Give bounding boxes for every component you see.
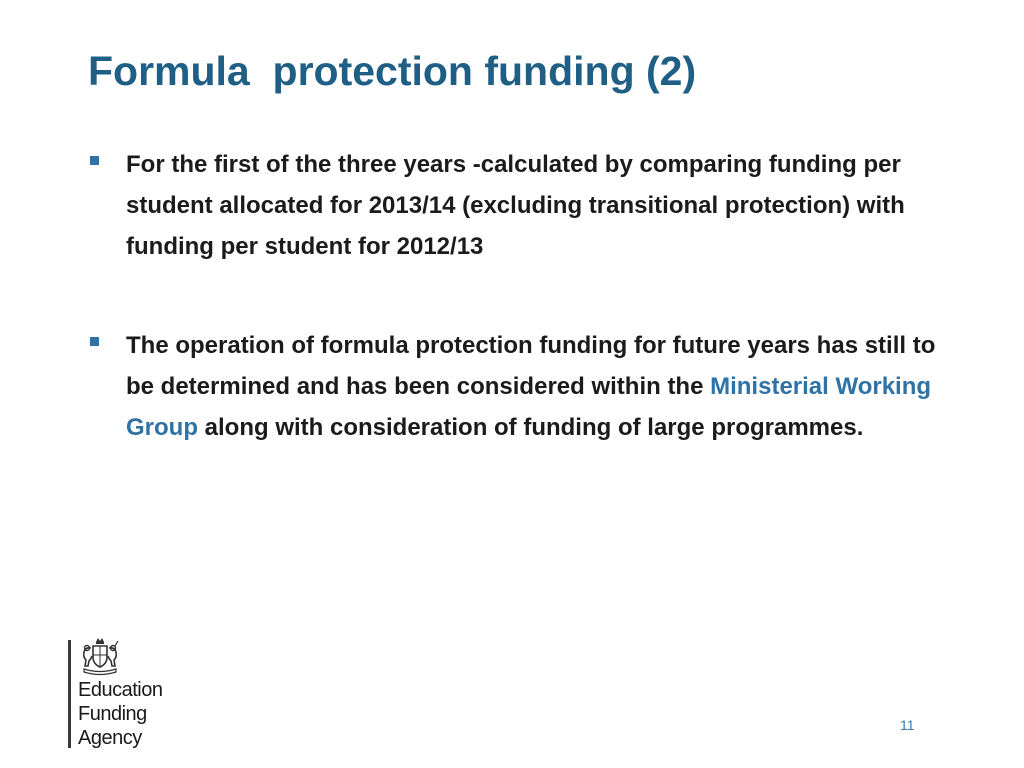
bullet-text: For the first of the three years -calculated by comparing funding per student allocated for 2013/14 (excluding transitional protection) with funding per student for 2012/13 [126, 151, 905, 260]
royal-coat-of-arms-icon [78, 636, 122, 676]
logo-line-education: Education [78, 679, 163, 701]
bullet-list [88, 144, 968, 448]
bullet-item-1 [88, 144, 968, 267]
bullet-text-after: along with consideration of funding of large programmes. [198, 414, 864, 441]
bullet-square-icon [90, 156, 99, 165]
page-number: 11 [900, 717, 915, 733]
logo-wordmark [78, 678, 162, 750]
bullet-square-icon [90, 337, 99, 346]
bullet-text-before: The operation of formula protection funding for future years has still to be determined and has been considered within the [126, 332, 936, 400]
logo-line-funding: Funding [78, 703, 147, 725]
efa-logo [68, 636, 198, 750]
ministerial-working-group-link[interactable]: Ministerial Working Group [126, 373, 932, 441]
bullet-item-2 [88, 325, 968, 448]
logo-line-agency: Agency [78, 727, 142, 749]
slide-title: Formula protection funding (2) [88, 48, 697, 94]
logo-divider [68, 640, 71, 748]
